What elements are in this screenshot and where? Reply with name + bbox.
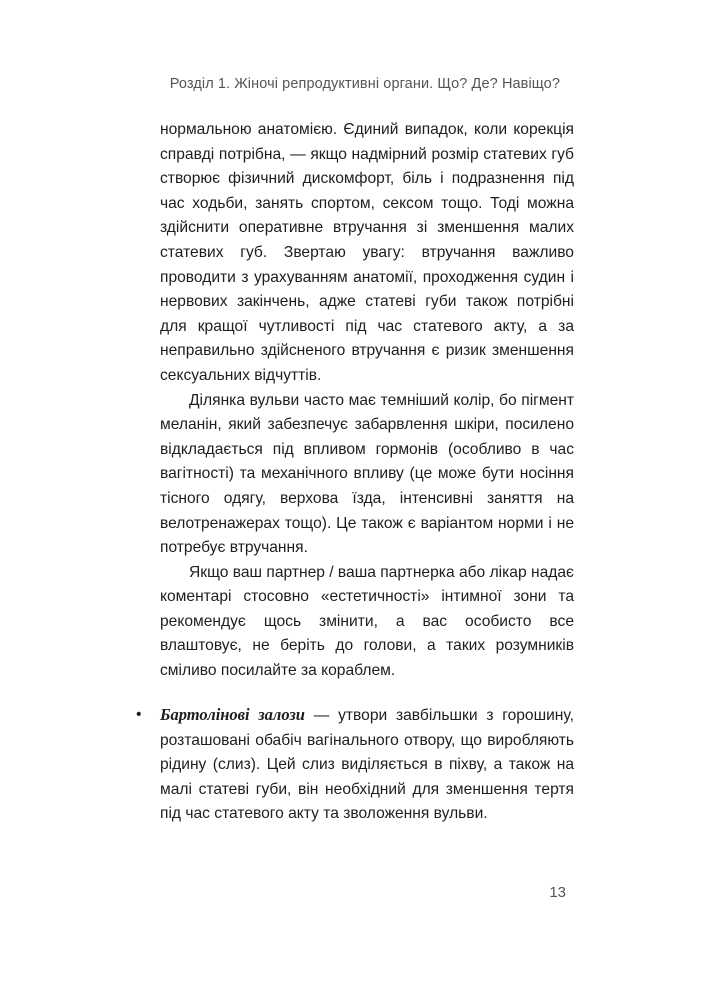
bullet-definition: — утвори завбільшки з горошину, розташовані обабіч вагінального отвору, що виробляють рідину (слиз). Цей слиз виділяється в піхву, а також на малі статеві губи, він необхідний для зменшення тертя під час статевого акту та зволоження вульви. — [160, 707, 574, 823]
paragraph-3: Якщо ваш партнер / ваша партнерка або лікар надає коментарі стосовно «естетичності» інтимної зони та рекомендує щось змінити, а вас особисто все влаштовує, не беріть до голови, а таких розумників сміливо посилайте за кораблем. — [160, 563, 574, 680]
body-text — [160, 118, 574, 684]
bullet-text — [160, 703, 574, 827]
running-header: Розділ 1. Жіночі репродуктивні органи. Що? Де? Навіщо? — [169, 76, 560, 92]
bullet-item-bartholin-glands — [136, 703, 574, 827]
paragraph-2: Ділянка вульви часто має темніший колір, бо пігмент меланін, який забезпечує забарвлення шкіри, посилено відкладається під впливом гормонів (особливо в час вагітності) та механічного впливу (це може бути носіння тісного одягу, верхова їзда, інтенсивні заняття на велотренажерах тощо). Це також є варіантом норми і не потребує втручання. — [160, 391, 574, 557]
paragraph-1: нормальною анатомією. Єдиний випадок, коли корекція справді потрібна, — якщо надмірний розмір статевих губ створює фізичний дискомфорт, біль і подразнення під час ходьби, занять спортом, сексом тощо. Тоді можна здійснити оперативне втручання зі зменшення малих статевих губ. Звертаю увагу: втручання важливо проводити з урахуванням анатомії, проходження судин і нервових закінчень, адже статеві губи також потрібні для кращої чутливості під час статевого акту, а за неправильно здійсненого втручання є ризик зменшення сексуальних відчуттів. — [160, 121, 574, 384]
bullet-marker: • — [136, 706, 142, 723]
page-number: 13 — [549, 884, 566, 901]
bullet-term: Бартолінові залози — [160, 705, 305, 724]
